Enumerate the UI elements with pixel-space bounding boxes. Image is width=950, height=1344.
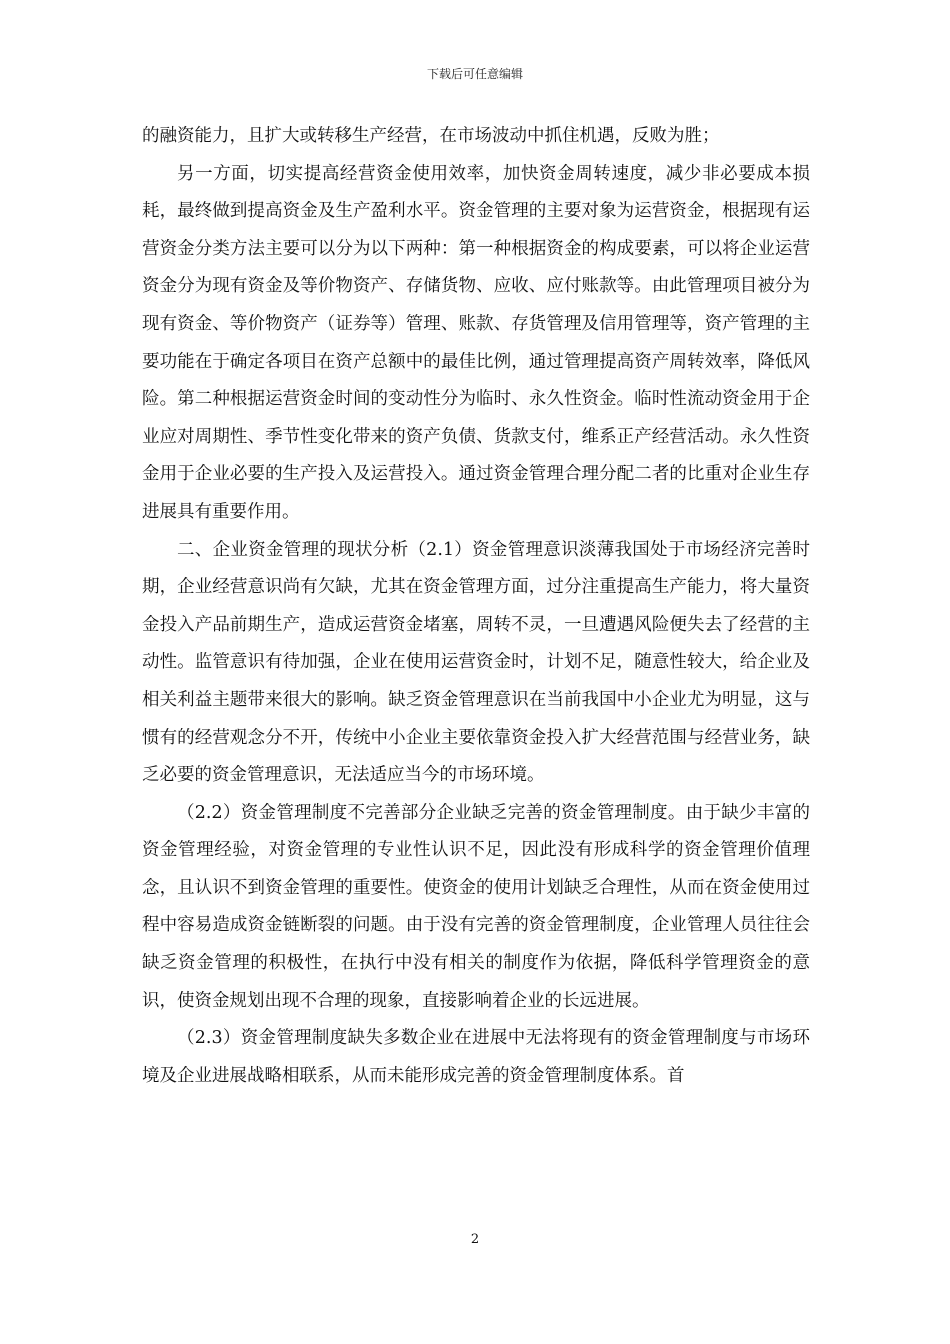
- paragraph-2: 另一方面，切实提高经营资金使用效率，加快资金周转速度，减少非必要成本损耗，最终做到提高资金及生产盈利水平。资金管理的主要对象为运营资金，根据现有运营资金分类方法主要可以分为以下两种：第一种根据资金的构成要素，可以将企业运营资金分为现有资金及等价物资产、存储货物、应收、应付账款等。由此管理项目被分为现有资金、等价物资产（证券等）管理、账款、存货管理及信用管理等，资产管理的主要功能在于确定各项目在资产总额中的最佳比例，通过管理提高资产周转效率，降低风险。第二种根据运营资金时间的变动性分为临时、永久性资金。临时性流动资金用于企业应对周期性、季节性变化带来的资产负债、货款支付，维系正产经营活动。永久性资金用于企业必要的生产投入及运营投入。通过资金管理合理分配二者的比重对企业生存进展具有重要作用。: [142, 163, 810, 522]
- page-number: 2: [470, 1232, 480, 1247]
- document-body: [142, 118, 810, 1095]
- paragraph-1: 的融资能力，且扩大或转移生产经营，在市场波动中抓住机遇，反败为胜；: [142, 126, 720, 146]
- paragraph-3: 二、企业资金管理的现状分析（2.1）资金管理意识淡薄我国处于市场经济完善时期，企业经营意识尚有欠缺，尤其在资金管理方面，过分注重提高生产能力，将大量资金投入产品前期生产，造成运营资金堵塞，周转不灵，一旦遭遇风险便失去了经营的主动性。监管意识有待加强，企业在使用运营资金时，计划不足，随意性较大，给企业及相关利益主题带来很大的影响。缺乏资金管理意识在当前我国中小企业尤为明显，这与惯有的经营观念分不开，传统中小企业主要依靠资金投入扩大经营范围与经营业务，缺乏必要的资金管理意识，无法适应当今的市场环境。: [142, 539, 810, 786]
- page-header: 下载后可任意编辑: [426, 67, 523, 81]
- paragraph-4: （2.2）资金管理制度不完善部分企业缺乏完善的资金管理制度。由于缺少丰富的资金管理经验，对资金管理的专业性认识不足，因此没有形成科学的资金管理价值理念，且认识不到资金管理的重要性。使资金的使用计划缺乏合理性，从而在资金使用过程中容易造成资金链断裂的问题。由于没有完善的资金管理制度，企业管理人员往往会缺乏资金管理的积极性，在执行中没有相关的制度作为依据，降低科学管理资金的意识，使资金规划出现不合理的现象，直接影响着企业的长远进展。: [142, 802, 810, 1011]
- paragraph-5: （2.3）资金管理制度缺失多数企业在进展中无法将现有的资金管理制度与市场环境及企业进展战略相联系，从而未能形成完善的资金管理制度体系。首: [142, 1028, 810, 1086]
